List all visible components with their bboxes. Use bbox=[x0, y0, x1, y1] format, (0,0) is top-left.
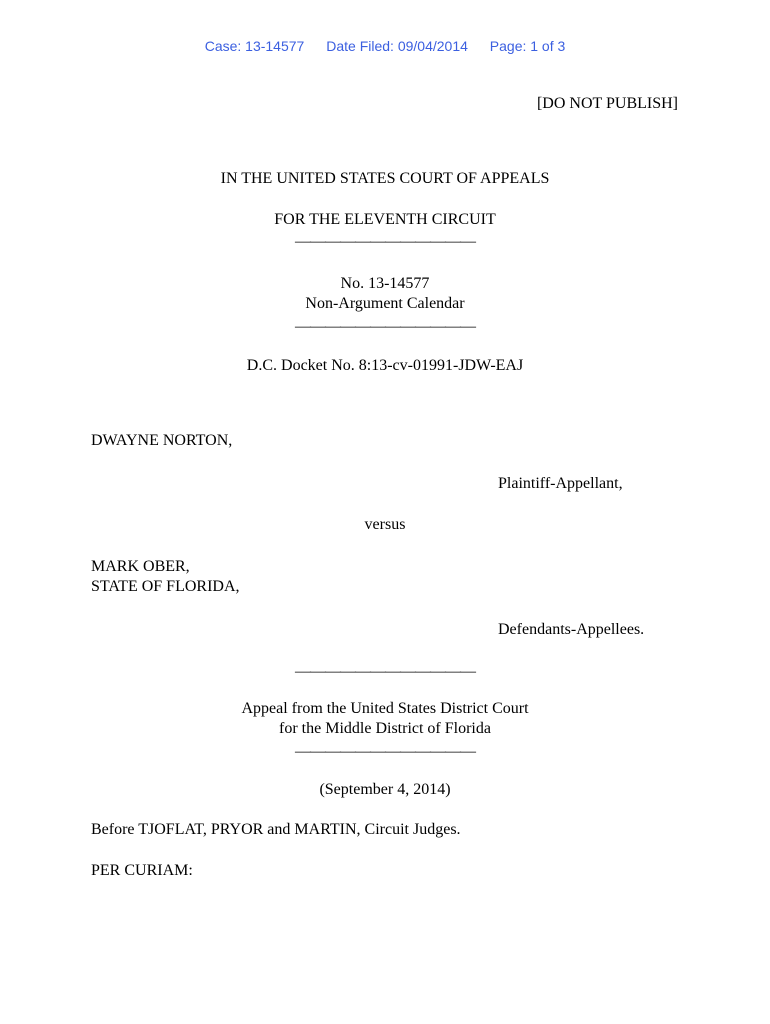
separator-rule: ———————————— bbox=[295, 233, 475, 250]
panel-judges: Before TJOFLAT, PRYOR and MARTIN, Circuit Judges. bbox=[91, 821, 461, 838]
circuit-name: FOR THE ELEVENTH CIRCUIT bbox=[274, 211, 496, 228]
appeal-district: for the Middle District of Florida bbox=[279, 720, 491, 737]
case-number-stamp: Case: 13-14577 bbox=[204, 38, 305, 54]
filing-stamp bbox=[0, 36, 770, 56]
calendar-type: Non-Argument Calendar bbox=[305, 295, 465, 312]
defendant-name: MARK OBER, bbox=[91, 558, 190, 575]
versus-label: versus bbox=[364, 516, 406, 533]
separator-rule: ———————————— bbox=[295, 743, 475, 760]
appeal-case-number: No. 13-14577 bbox=[340, 275, 430, 292]
publish-status: [DO NOT PUBLISH] bbox=[536, 95, 678, 112]
decision-date: (September 4, 2014) bbox=[319, 781, 451, 798]
date-filed-stamp: Date Filed: 09/04/2014 bbox=[326, 38, 468, 54]
district-docket-number: D.C. Docket No. 8:13-cv-01991-JDW-EAJ bbox=[246, 357, 524, 374]
defendant-name: STATE OF FLORIDA, bbox=[91, 578, 240, 595]
separator-rule: ———————————— bbox=[295, 663, 475, 680]
page-count-stamp: Page: 1 of 3 bbox=[489, 38, 566, 54]
court-name: IN THE UNITED STATES COURT OF APPEALS bbox=[220, 170, 550, 187]
appeal-origin: Appeal from the United States District Court bbox=[241, 700, 529, 717]
defendant-role: Defendants-Appellees. bbox=[498, 621, 645, 638]
per-curiam-heading: PER CURIAM: bbox=[91, 862, 193, 879]
separator-rule: ———————————— bbox=[295, 318, 475, 335]
plaintiff-name: DWAYNE NORTON, bbox=[91, 432, 233, 449]
plaintiff-role: Plaintiff-Appellant, bbox=[498, 475, 623, 492]
